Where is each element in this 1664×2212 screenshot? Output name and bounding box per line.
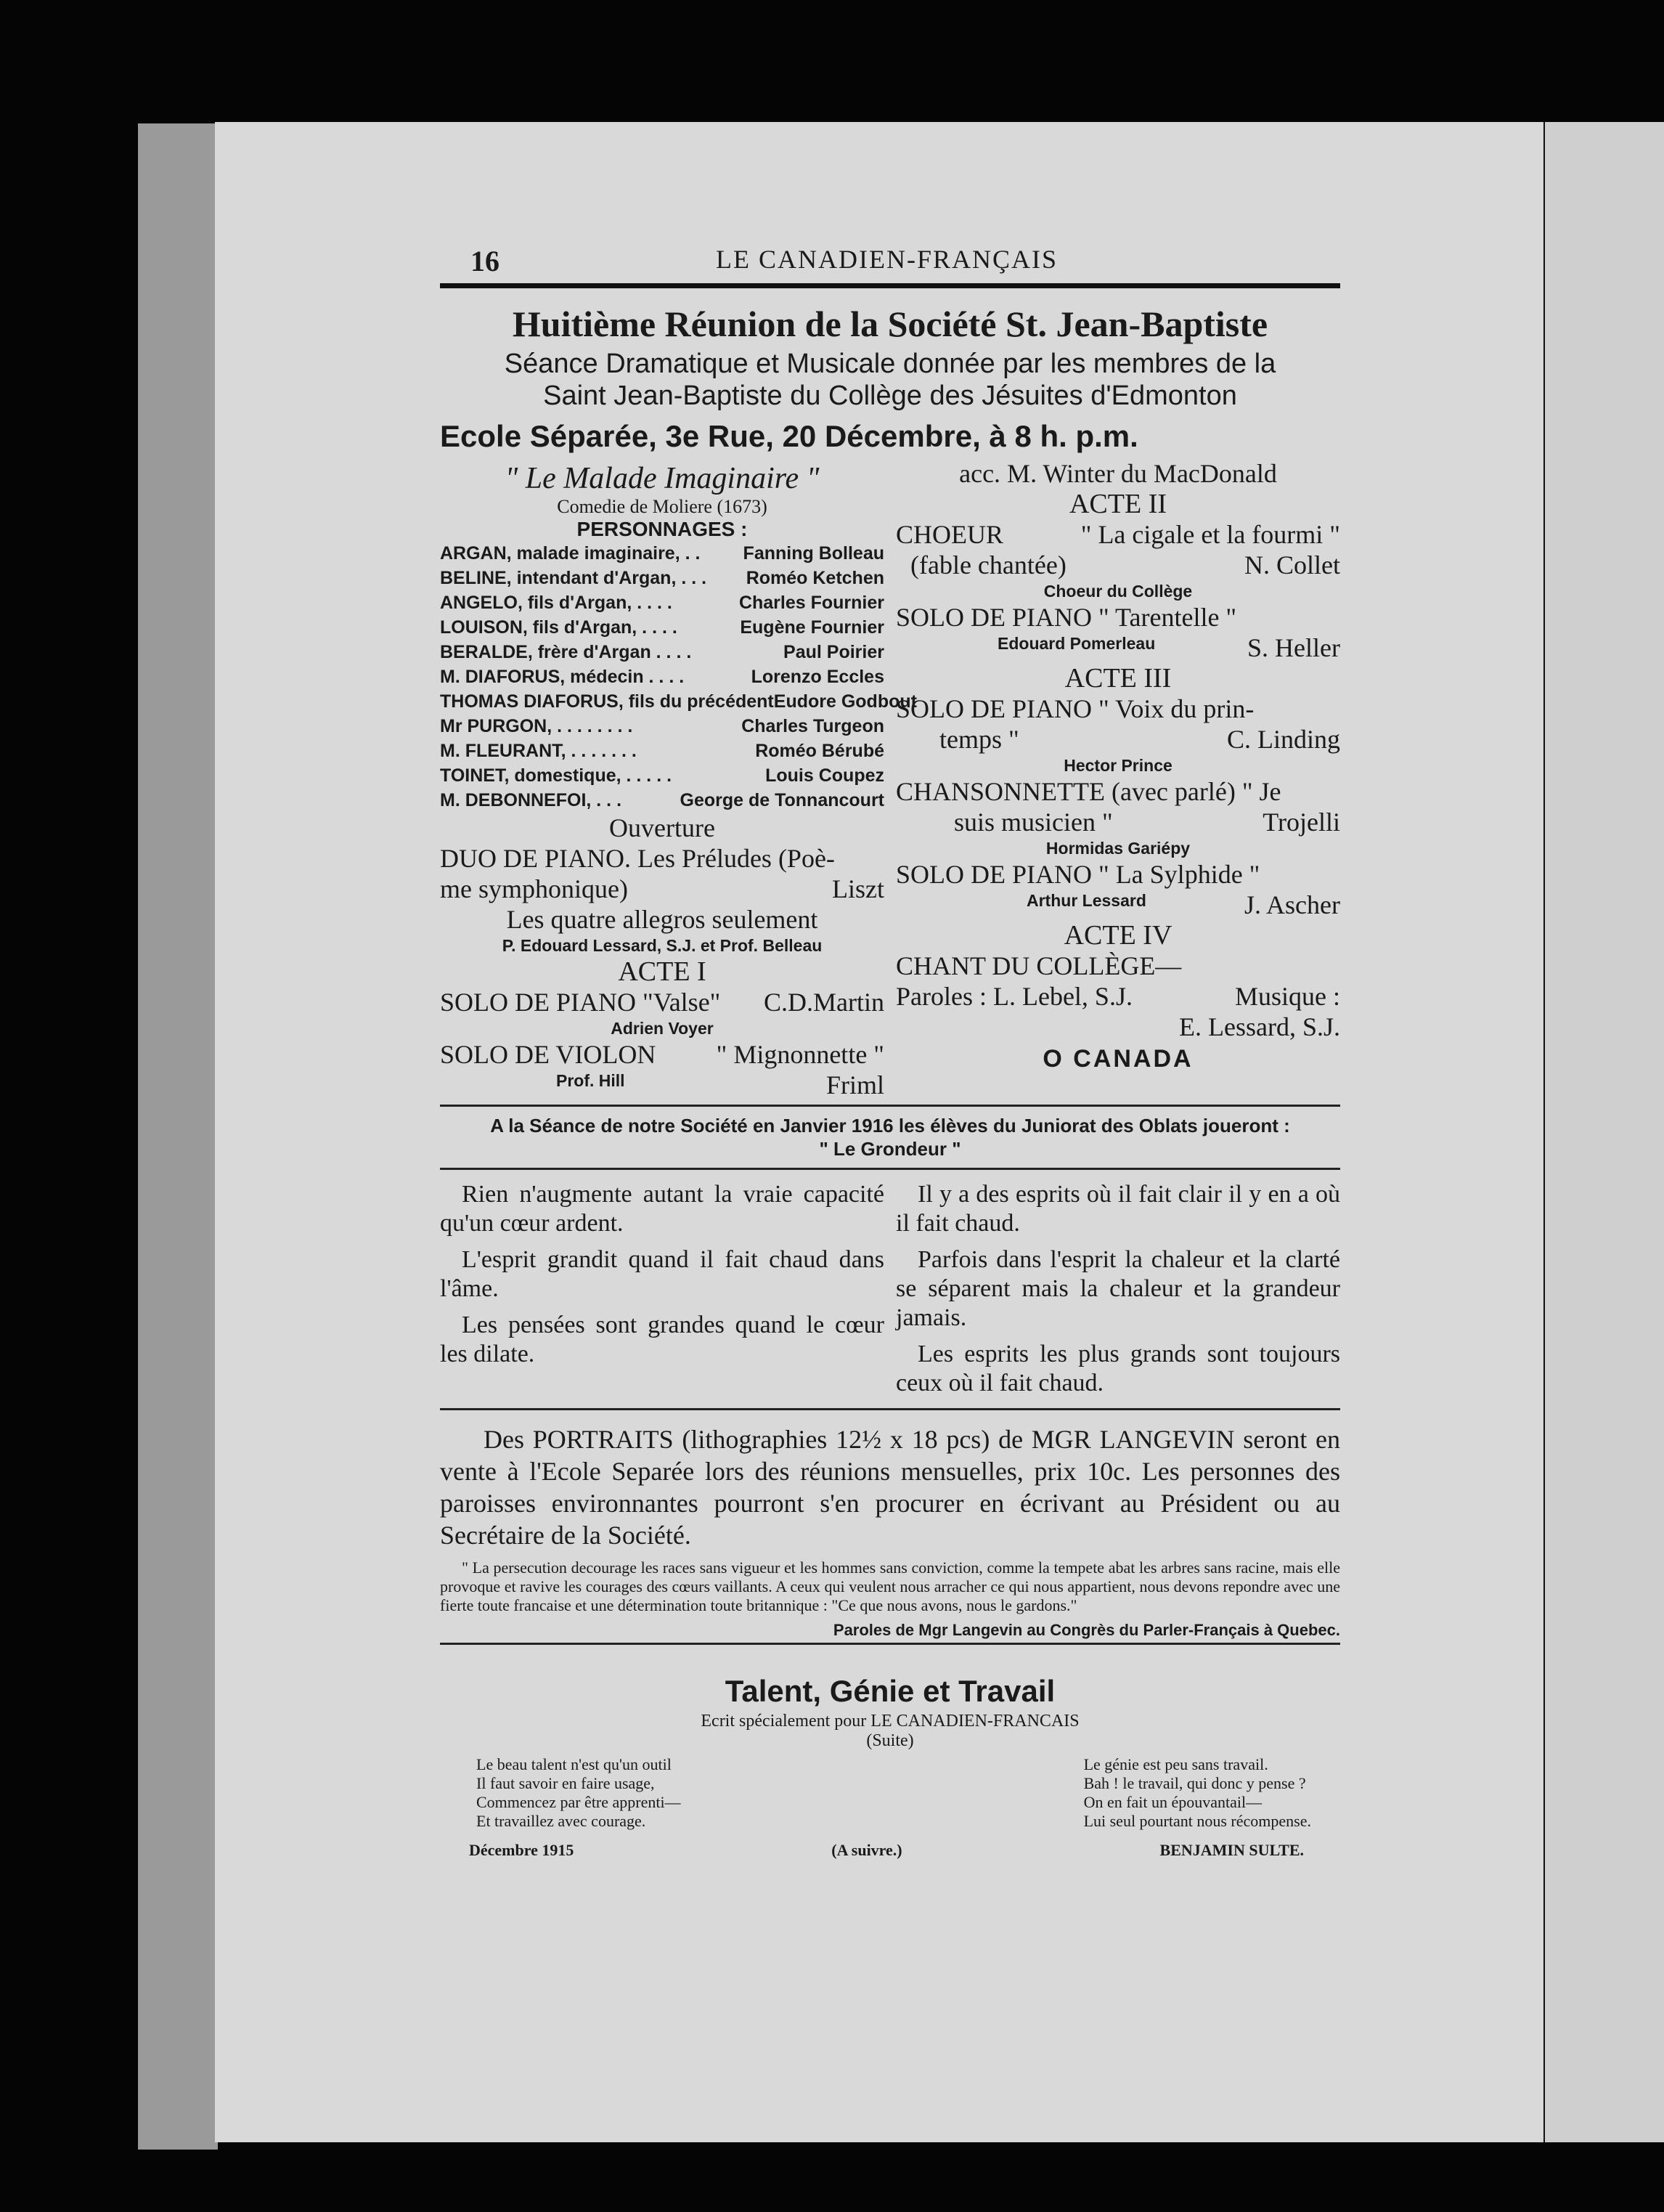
- poem-author: BENJAMIN SULTE.: [1159, 1841, 1304, 1859]
- cast-role: BELINE, intendant d'Argan, . . .: [440, 568, 707, 588]
- chansonnette-line: [896, 807, 1340, 837]
- poem-suite: (Suite): [866, 1731, 914, 1750]
- notice: [440, 1114, 1340, 1160]
- acte-heading: ACTE III: [1064, 663, 1172, 694]
- choeur-composer: N. Collet: [1244, 550, 1340, 580]
- section-rule: [440, 1105, 1340, 1107]
- o-canada: O CANADA: [1043, 1045, 1194, 1073]
- cast-row: [440, 541, 884, 566]
- header-rule: [440, 283, 1340, 288]
- maxim: Rien n'augmente autant la vraie capacité qu'un cœur ardent.: [440, 1181, 884, 1237]
- duo-line: DUO DE PIANO. Les Préludes (Poè-: [440, 844, 835, 873]
- cast-actor: Louis Coupez: [765, 765, 884, 786]
- tarentelle-credits: [896, 633, 1340, 663]
- cast-row: [440, 788, 884, 813]
- cast-role: M. FLEURANT, . . . . . . .: [440, 741, 637, 761]
- play-author: Comedie de Moliere (1673): [557, 496, 767, 517]
- venue-line: Ecole Séparée, 3e Rue, 20 Décembre, à 8 h. p.m.: [440, 419, 1138, 453]
- acte-heading: ACTE II: [1069, 489, 1167, 519]
- cast-list: [440, 541, 917, 813]
- play-title: " Le Malade Imaginaire ": [505, 462, 820, 495]
- cast-actor: Eudore Godbout: [773, 691, 917, 712]
- ouverture: Ouverture: [609, 813, 715, 842]
- cast-row: [440, 689, 917, 714]
- quote-source: Paroles de Mgr Langevin au Congrès du Parler-Français à Quebec.: [833, 1621, 1340, 1639]
- poem-line: Bah ! le travail, qui donc y pense ?: [1083, 1774, 1306, 1792]
- valse-composer: C.D.Martin: [764, 988, 884, 1017]
- next-page-edge: [1545, 122, 1664, 2142]
- scan-border: [138, 123, 218, 2150]
- subtitle-line: Saint Jean-Baptiste du Collège des Jésuites d'Edmonton: [543, 381, 1237, 411]
- choeur-line: [896, 550, 1340, 580]
- poem-line: Le beau talent n'est qu'un outil: [476, 1755, 672, 1773]
- voix-composer: C. Linding: [1226, 725, 1340, 754]
- voix-line: SOLO DE PIANO " Voix du prin-: [896, 694, 1255, 723]
- choeur-note: (fable chantée): [910, 550, 1066, 580]
- poem-stanza-right: [1084, 1755, 1311, 1831]
- acte-heading: ACTE IV: [1064, 920, 1172, 951]
- poem-line: Commencez par être apprenti—: [476, 1793, 681, 1811]
- duo-note: Les quatre allegros seulement: [506, 905, 818, 934]
- notice-line: " Le Grondeur ": [819, 1138, 961, 1160]
- cast-row: [440, 763, 884, 788]
- page-number: 16: [470, 245, 499, 277]
- choeur-line: [896, 519, 1340, 550]
- chant-composer: E. Lessard, S.J.: [1179, 1012, 1340, 1041]
- maxim: L'esprit grandit quand il fait chaud dans l'âme.: [440, 1246, 884, 1302]
- maxim: Parfois dans l'esprit la chaleur et la clarté se séparent mais la chaleur et la grandeur jamais.: [896, 1246, 1340, 1331]
- chant-credits: [896, 981, 1340, 1012]
- choeur-piece: " La cigale et la fourmi ": [1080, 520, 1340, 549]
- tarentelle-line: SOLO DE PIANO " Tarentelle ": [896, 603, 1237, 632]
- cast-role: ARGAN, malade imaginaire, . .: [440, 543, 701, 564]
- cast-actor: Roméo Ketchen: [746, 568, 884, 588]
- maxim: Les pensées sont grandes quand le cœur les dilate.: [440, 1312, 884, 1367]
- acte-heading: ACTE I: [618, 956, 706, 987]
- cast-role: LOUISON, fils d'Argan, . . . .: [440, 617, 677, 638]
- section-rule: [440, 1643, 1340, 1645]
- cast-actor: Paul Poirier: [783, 642, 884, 662]
- portraits-notice: Des PORTRAITS (lithographies 12½ x 18 pcs) de MGR LANGEVIN seront en vente à l'Ecole Separée lors des réunions mensuelles, prix 10c. Les personnes des paroisses environnantes pourront s'en procurer en écrivant au Président ou au Secrétaire de la Société.: [440, 1425, 1340, 1550]
- cast-actor: Charles Turgeon: [741, 716, 884, 736]
- poem-line: Et travaillez avec courage.: [476, 1812, 646, 1830]
- violon-composer: Friml: [825, 1070, 884, 1099]
- program-right: [896, 458, 1340, 1100]
- chant-college: CHANT DU COLLÈGE—: [896, 951, 1182, 980]
- voix-performer: Hector Prince: [1064, 756, 1172, 775]
- cast-row: [440, 739, 884, 763]
- accompanist: acc. M. Winter du MacDonald: [959, 459, 1277, 488]
- poem-title: Talent, Génie et Travail: [725, 1674, 1056, 1708]
- cast-actor: Eugène Fournier: [740, 617, 884, 638]
- sylphide-line: SOLO DE PIANO " La Sylphide ": [896, 860, 1260, 889]
- duo-line: [440, 874, 884, 904]
- chansonnette-performer: Hormidas Gariépy: [1045, 839, 1191, 858]
- cast-row: [440, 640, 884, 664]
- poem-subtitle: Ecrit spécialement pour LE CANADIEN-FRANCAIS: [701, 1712, 1080, 1731]
- program-columns: [440, 458, 1340, 1100]
- section-rule: [440, 1408, 1340, 1410]
- tarentelle-performer: Edouard Pomerleau: [998, 634, 1156, 653]
- valse-piece: SOLO DE PIANO "Valse": [440, 988, 721, 1017]
- poem-continued: (A suivre.): [831, 1841, 902, 1859]
- chansonnette-composer: Trojelli: [1263, 808, 1340, 837]
- duo-composer: Liszt: [832, 874, 884, 903]
- violon-credits: [440, 1070, 884, 1100]
- maxims-left: [440, 1180, 884, 1405]
- maxims: [440, 1180, 1340, 1405]
- cast-role: THOMAS DIAFORUS, fils du précédent: [440, 691, 774, 712]
- subtitle-line: Séance Dramatique et Musicale donnée par les membres de la: [504, 349, 1276, 379]
- cast-row: [440, 664, 884, 689]
- cast-actor: Fanning Bolleau: [743, 543, 884, 564]
- cast-actor: Lorenzo Eccles: [751, 667, 884, 687]
- cast-row: [440, 615, 884, 640]
- duo-piece: me symphonique): [440, 874, 628, 903]
- cast-role: M. DIAFORUS, médecin . . . .: [440, 667, 685, 687]
- cast-row: [440, 590, 884, 615]
- tarentelle-composer: S. Heller: [1247, 633, 1340, 662]
- poem-stanza-left: [476, 1755, 681, 1831]
- violon-performer: Prof. Hill: [556, 1071, 625, 1090]
- cast-role: BERALDE, frère d'Argan . . . .: [440, 642, 692, 662]
- sylphide-credits: [896, 890, 1340, 920]
- voix-line: [896, 724, 1340, 755]
- cast-actor: Charles Fournier: [738, 593, 884, 613]
- page-header: [440, 240, 1340, 283]
- chansonnette-piece: suis musicien ": [954, 808, 1113, 837]
- violon-piece: " Mignonnette ": [716, 1040, 884, 1069]
- sylphide-composer: J. Ascher: [1244, 890, 1340, 919]
- section-rule: [440, 1168, 1340, 1170]
- poem-line: Le génie est peu sans travail.: [1083, 1755, 1268, 1773]
- duo-performers: P. Edouard Lessard, S.J. et Prof. Belleau: [502, 936, 823, 955]
- cast-role: M. DEBONNEFOI, . . .: [440, 790, 622, 810]
- article-title: Huitième Réunion de la Société St. Jean-Baptiste: [512, 304, 1268, 344]
- violon-label: SOLO DE VIOLON: [440, 1040, 656, 1069]
- cast-role: ANGELO, fils d'Argan, . . . .: [440, 593, 672, 613]
- poem-date: Décembre 1915: [469, 1841, 574, 1859]
- chant-musique: Musique :: [1234, 982, 1340, 1011]
- choeur-label: CHOEUR: [896, 520, 1004, 549]
- running-title: LE CANADIEN-FRANÇAIS: [716, 245, 1058, 274]
- poem-line: On en fait un épouvantail—: [1083, 1793, 1263, 1811]
- cast-row: [440, 714, 884, 739]
- maxim: Les esprits les plus grands sont toujours ceux où il fait chaud.: [896, 1341, 1340, 1396]
- valse-line: [440, 987, 884, 1017]
- maxims-right: [896, 1180, 1340, 1405]
- poem-footer: [440, 1841, 1340, 1860]
- violon-line: [440, 1039, 884, 1070]
- cast-role: Mr PURGON, . . . . . . . .: [440, 716, 633, 736]
- cast-actor: Roméo Bérubé: [755, 741, 884, 761]
- poem-body: [440, 1755, 1340, 1831]
- voix-piece: temps ": [939, 725, 1019, 754]
- page-content: [440, 240, 1340, 1860]
- cast-role: TOINET, domestique, . . . . .: [440, 765, 672, 786]
- sylphide-performer: Arthur Lessard: [1027, 891, 1146, 910]
- chant-paroles: Paroles : L. Lebel, S.J.: [896, 982, 1133, 1011]
- cast-actor: George de Tonnancourt: [680, 790, 884, 810]
- notice-line: A la Séance de notre Société en Janvier 1916 les élèves du Juniorat des Oblats joueront :: [490, 1115, 1290, 1137]
- maxim: Il y a des esprits où il fait clair il y en a où il fait chaud.: [896, 1181, 1340, 1237]
- choeur-performers: Choeur du Collège: [1043, 582, 1193, 601]
- chansonnette-line: CHANSONNETTE (avec parlé) " Je: [896, 777, 1281, 806]
- program-left: [440, 458, 917, 1100]
- poem-line: Il faut savoir en faire usage,: [476, 1774, 655, 1792]
- valse-performer: Adrien Voyer: [611, 1019, 714, 1038]
- langevin-quote: " La persecution decourage les races sans vigueur et les hommes sans conviction, comme la tempete abat les arbres sans racine, mais elle provoque et ravive les courages des cœurs vaillants. A ceux qui veulent nous arracher ce qui nous appartient, nous devons repondre avec une fierte toute francaise et une détermination toute britannique : "Ce que nous avons, nous le gardons.": [440, 1558, 1340, 1614]
- poem-line: Lui seul pourtant nous récompense.: [1083, 1812, 1311, 1830]
- cast-row: [440, 566, 884, 590]
- personnages-label: PERSONNAGES :: [576, 518, 748, 540]
